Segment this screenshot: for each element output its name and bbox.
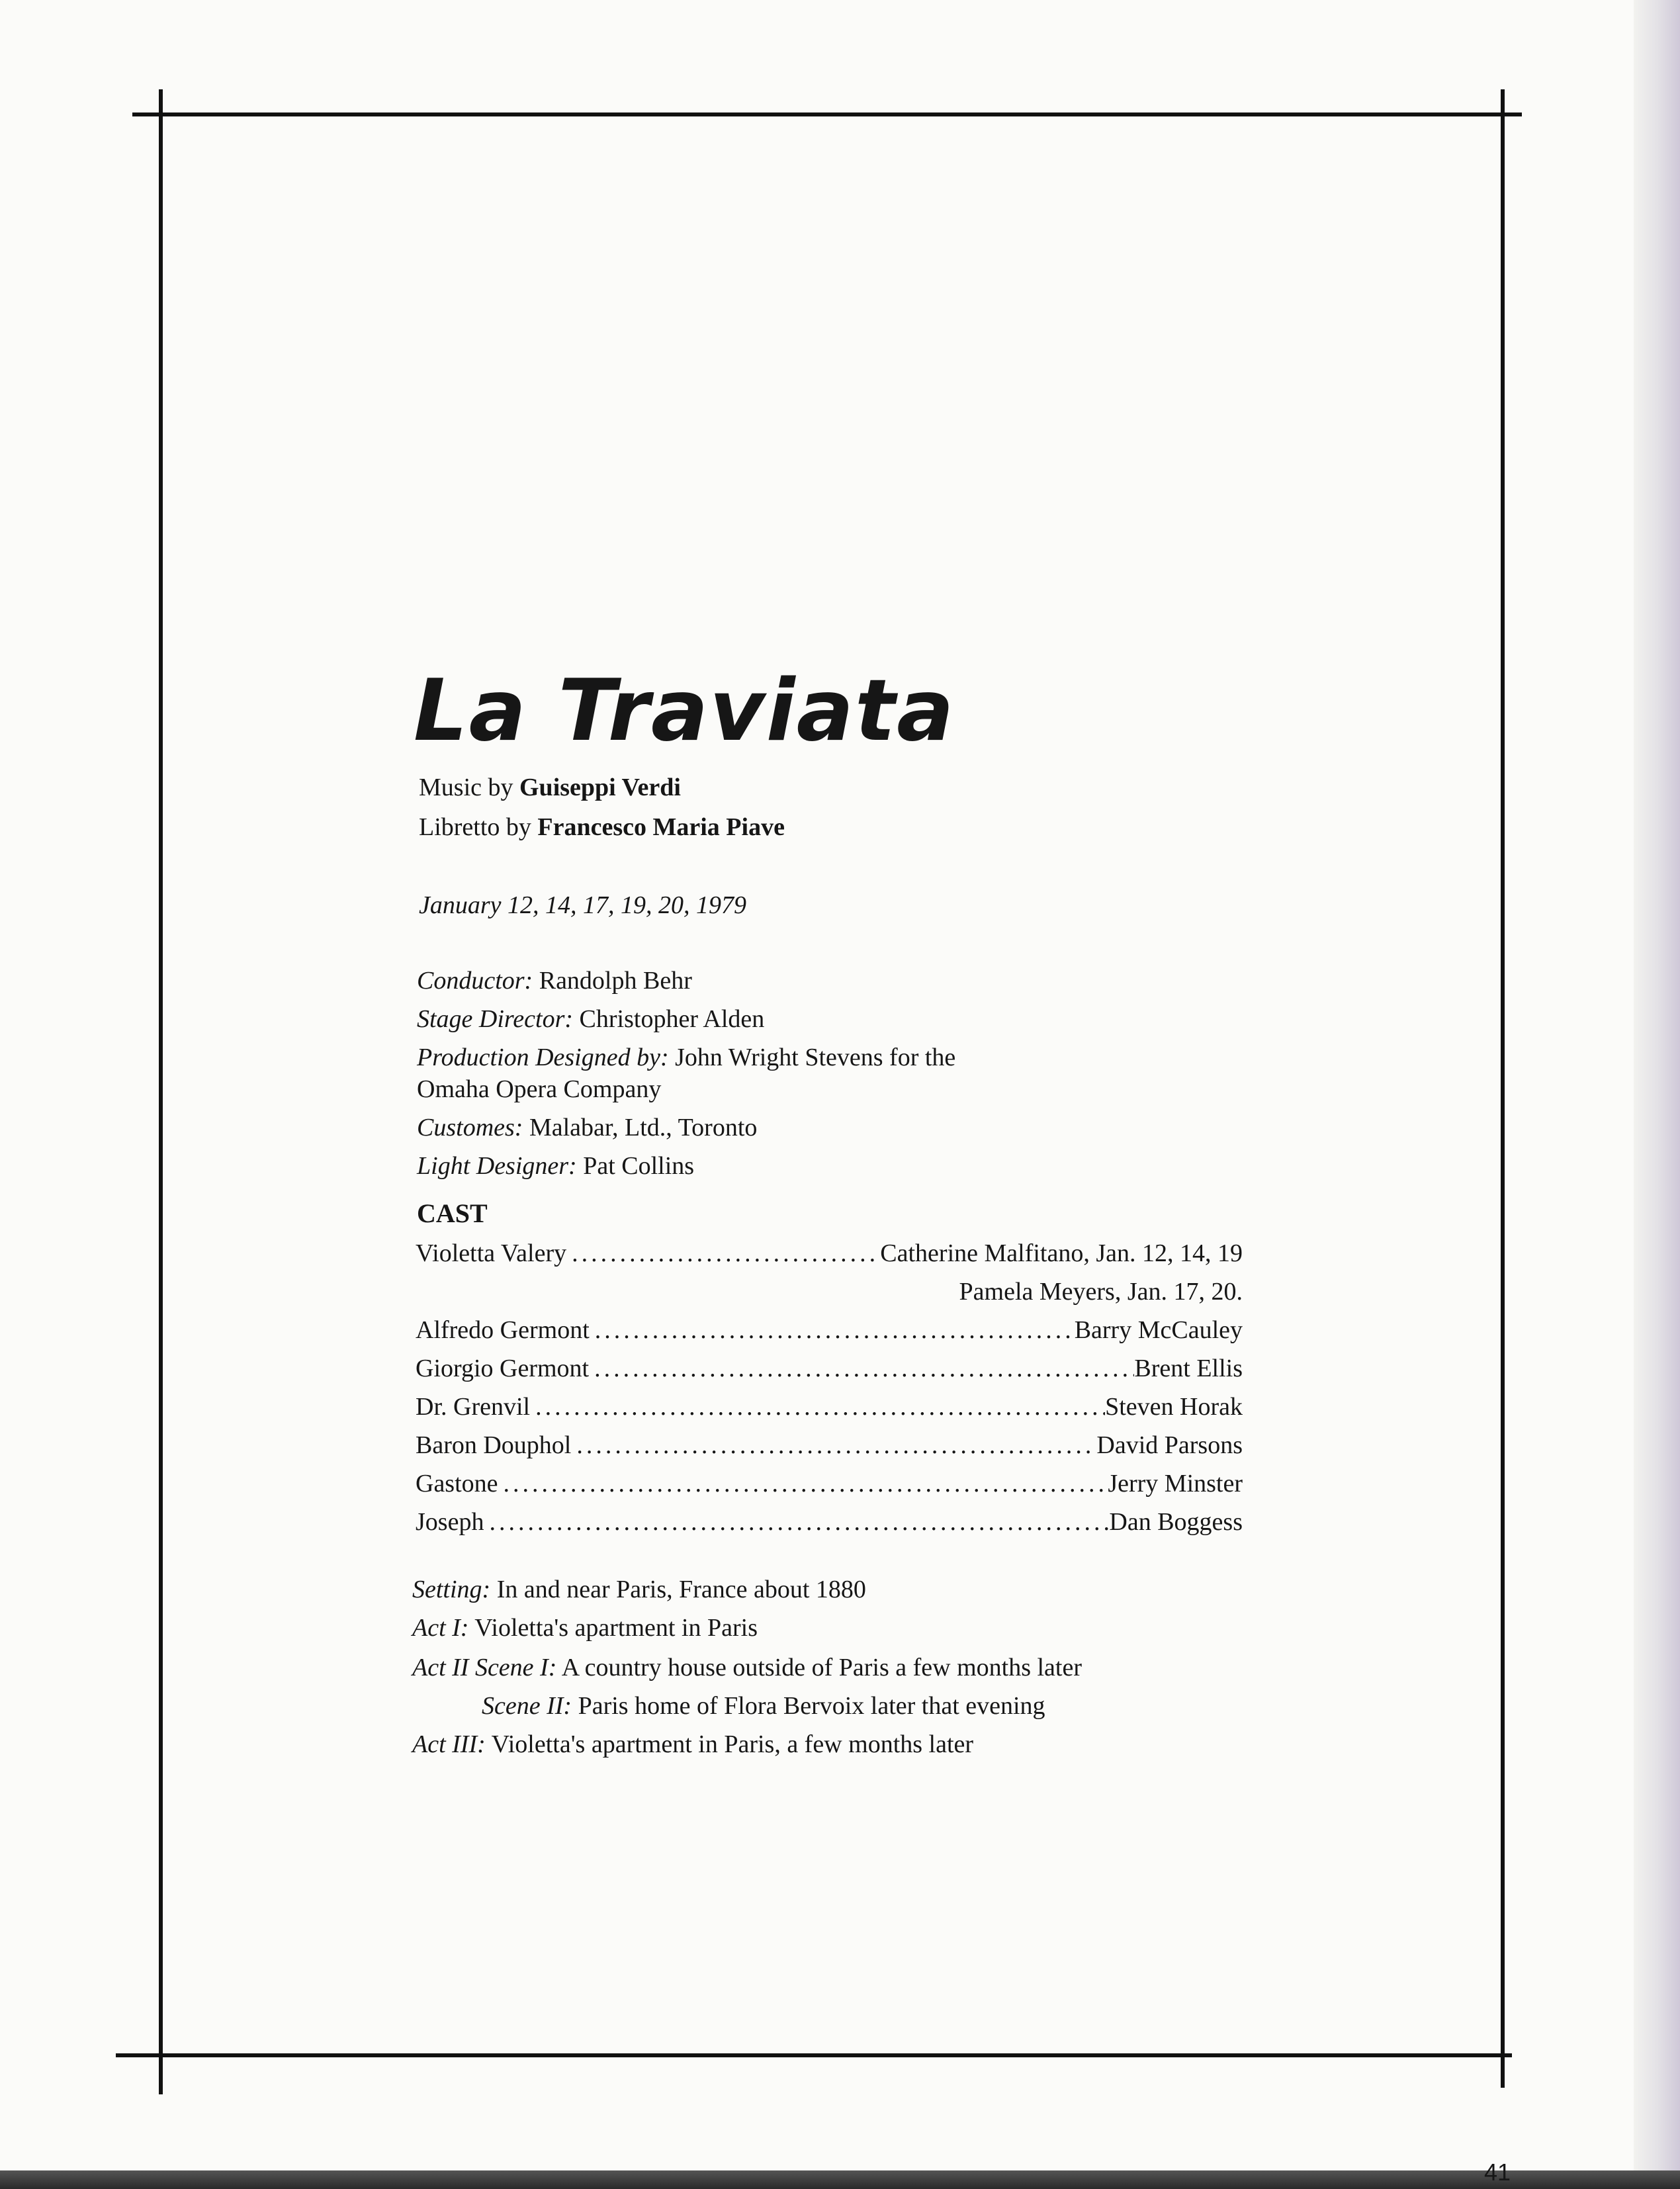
cast-character: Alfredo Germont [416, 1316, 590, 1344]
dot-leader [530, 1392, 1105, 1421]
cast-performer: Steven Horak [1105, 1393, 1243, 1421]
crew-line [417, 966, 692, 995]
act-label: Act II Scene I: [412, 1654, 557, 1681]
act-line [412, 1653, 1082, 1682]
crew-role: Customes: [417, 1114, 523, 1141]
crew-role: Light Designer: [417, 1152, 577, 1180]
crew-line [417, 1043, 955, 1072]
cast-performer: Barry McCauley [1074, 1316, 1243, 1344]
page-edge-right [1634, 0, 1680, 2189]
setting-text: In and near Paris, France about 1880 [490, 1576, 866, 1603]
cast-performer: David Parsons [1096, 1431, 1243, 1459]
crew-role: Conductor: [417, 967, 533, 995]
crew-line [417, 1151, 694, 1181]
scene-label: Scene II: [482, 1692, 572, 1720]
act-line [412, 1613, 758, 1642]
crew-line [417, 1075, 661, 1104]
crew-name: Pat Collins [576, 1152, 695, 1180]
librettist-name: Francesco Maria Piave [537, 813, 785, 841]
act-line [412, 1730, 973, 1759]
crew-name: Randolph Behr [533, 967, 692, 995]
crew-name: John Wright Stevens for the [668, 1044, 956, 1071]
crew-role: Production Designed by: [417, 1044, 669, 1071]
crew-role: Stage Director: [417, 1005, 574, 1033]
cast-heading: CAST [417, 1198, 488, 1228]
dot-leader [571, 1431, 1096, 1460]
dot-leader [484, 1507, 1109, 1537]
dot-leader [566, 1239, 880, 1268]
cast-character: Dr. Grenvil [416, 1393, 531, 1421]
composer-name: Guiseppi Verdi [519, 774, 681, 801]
cast-performer: Catherine Malfitano, Jan. 12, 14, 19 [880, 1239, 1243, 1267]
crew-line [417, 1005, 764, 1034]
setting-label: Setting: [412, 1576, 491, 1603]
frame-bottom-rule [116, 2053, 1512, 2057]
performance-dates: January 12, 14, 17, 19, 20, 1979 [419, 891, 747, 919]
cast-row [416, 1354, 1243, 1387]
music-prefix: Music by [419, 774, 519, 801]
cast-row [416, 1507, 1243, 1541]
dot-leader [498, 1469, 1108, 1498]
act-label: Act I: [412, 1614, 469, 1642]
cast-performer: Jerry Minster [1108, 1470, 1243, 1497]
dot-leader [590, 1316, 1075, 1345]
cast-row [416, 1431, 1243, 1464]
frame-top-rule [132, 112, 1522, 116]
libretto-prefix: Libretto by [419, 813, 538, 841]
cast-performer: Dan Boggess [1109, 1508, 1243, 1536]
act-text: Violetta's apartment in Paris, a few months later [485, 1730, 974, 1758]
act-text: Violetta's apartment in Paris [468, 1614, 758, 1642]
crew-name: Malabar, Ltd., Toronto [523, 1114, 758, 1141]
cast-row [416, 1239, 1243, 1272]
libretto-credit [419, 813, 785, 842]
cast-alternate-performer: Pamela Meyers, Jan. 17, 20. [959, 1278, 1243, 1306]
cast-row [416, 1469, 1243, 1502]
crew-name: Christopher Alden [573, 1005, 765, 1033]
opera-title: La Traviata [414, 662, 955, 760]
cast-character: Joseph [416, 1508, 484, 1536]
cast-row [416, 1392, 1243, 1425]
music-credit [419, 773, 681, 802]
frame-left-rule [159, 89, 163, 2094]
cast-character: Giorgio Germont [416, 1355, 590, 1382]
frame-right-rule [1501, 89, 1505, 2088]
act-label: Act III: [412, 1730, 486, 1758]
scene-line [482, 1691, 1045, 1720]
crew-line [417, 1113, 757, 1142]
cast-performer: Brent Ellis [1134, 1355, 1243, 1382]
dot-leader [589, 1354, 1134, 1383]
page-edge-bottom [0, 2170, 1680, 2189]
scene-text: Paris home of Flora Bervoix later that evening [572, 1692, 1045, 1720]
cast-character: Gastone [416, 1470, 498, 1497]
cast-character: Baron Douphol [416, 1431, 572, 1459]
act-text: A country house outside of Paris a few months later [556, 1654, 1082, 1681]
setting-line [412, 1575, 866, 1604]
page-number: 41 [1484, 2159, 1511, 2186]
cast-row [416, 1316, 1243, 1349]
crew-name: Omaha Opera Company [417, 1075, 662, 1103]
cast-character: Violetta Valery [416, 1239, 567, 1267]
